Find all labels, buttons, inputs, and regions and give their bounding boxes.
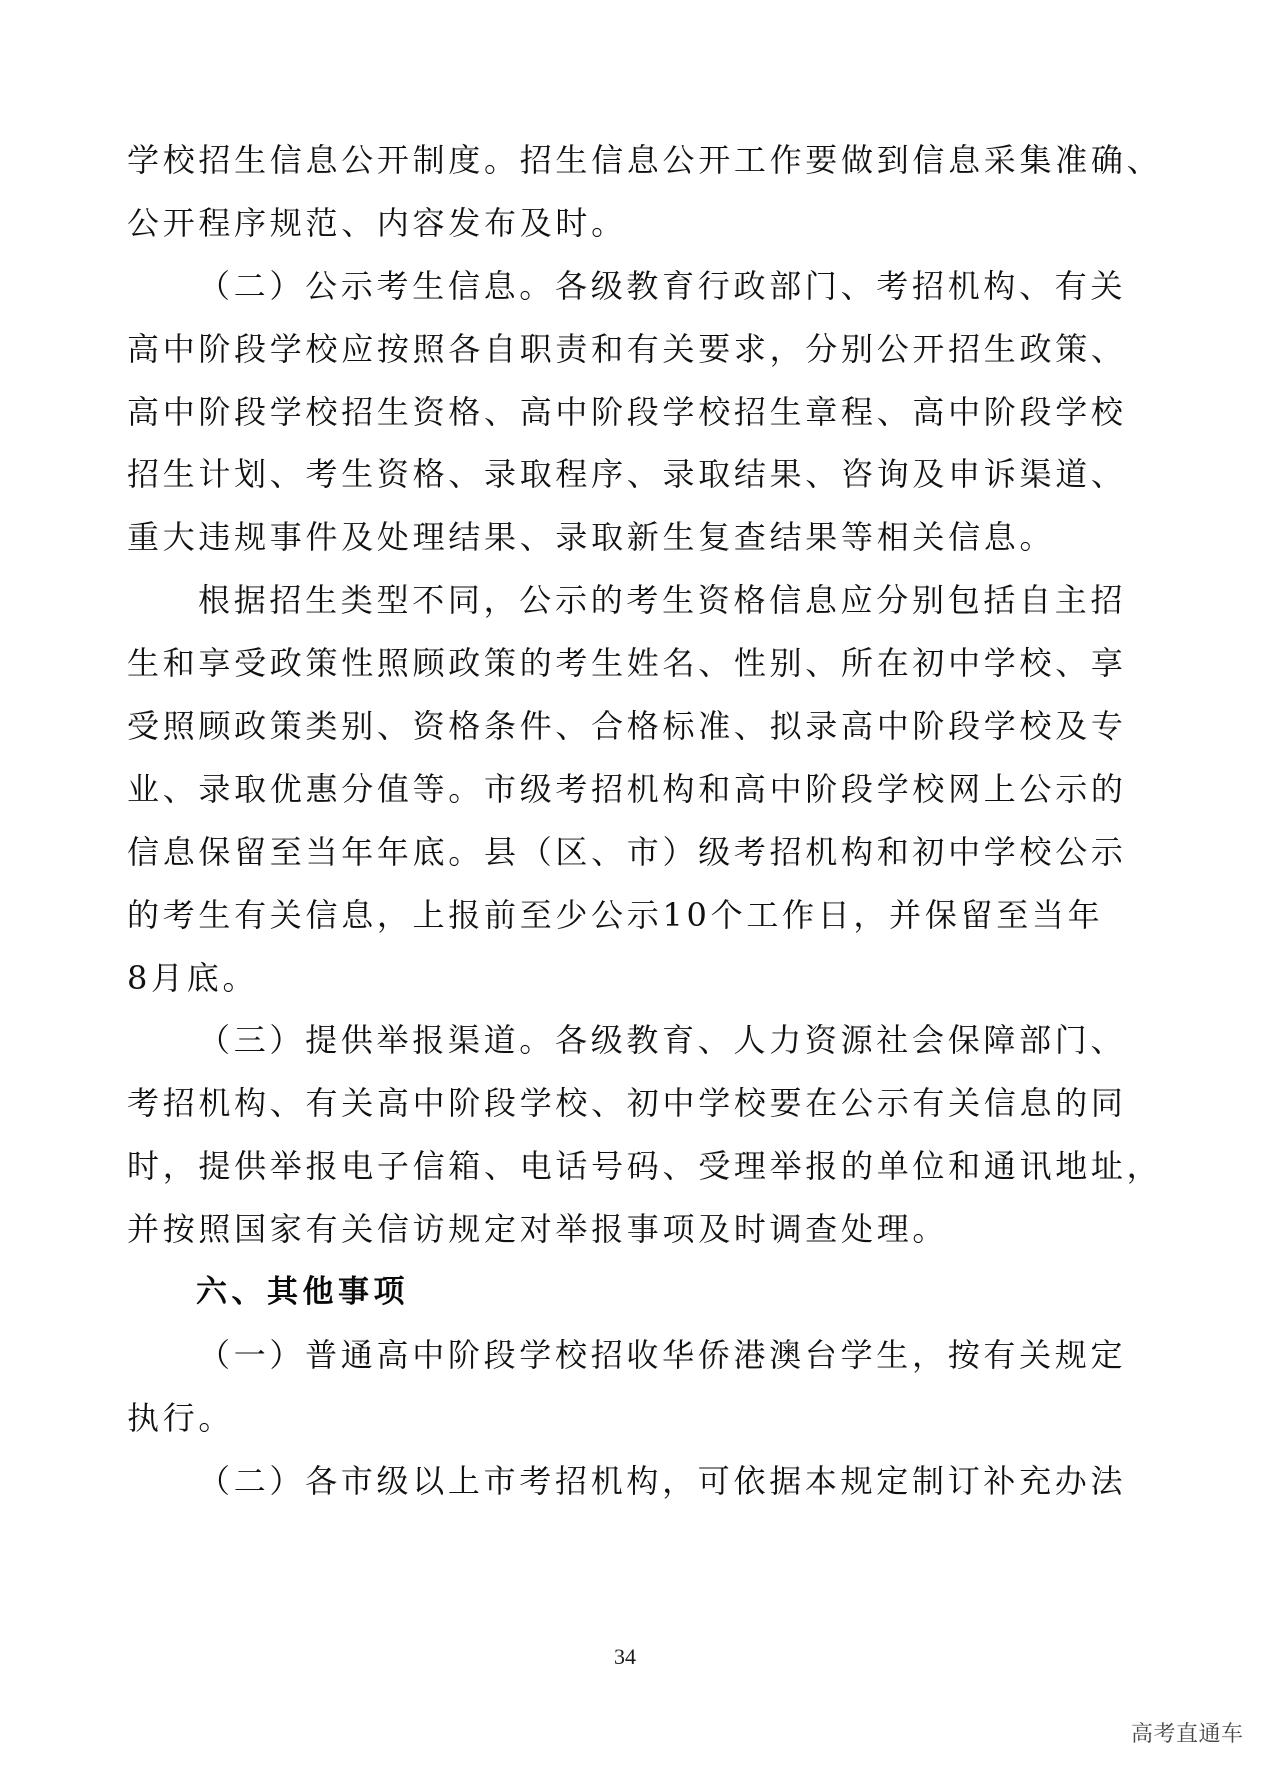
text-line: 并按照国家有关信访规定对举报事项及时调查处理。: [127, 1210, 949, 1249]
text-line: （二）各市级以上市考招机构，可依据本规定制订补充办法: [198, 1461, 1127, 1500]
text-line: 时，提供举报电子信箱、电话号码、受理举报的单位和通讯地址，: [127, 1147, 1163, 1186]
paragraph: [127, 1324, 1227, 1450]
text-line: （二）公示考生信息。各级教育行政部门、考招机构、有关: [198, 266, 1127, 305]
page-number: 34: [614, 1644, 636, 1669]
text-line: 高中阶段学校招生资格、高中阶段学校招生章程、高中阶段学校: [127, 392, 1127, 431]
section-heading: 六、其他事项: [196, 1274, 409, 1311]
paragraph: [127, 569, 1227, 1009]
text-line: 学校招生信息公开制度。招生信息公开工作要做到信息采集准确、: [127, 141, 1163, 179]
watermark-text: 高考直通车: [1131, 1722, 1244, 1747]
text-line: 受照顾政策类别、资格条件、合格标准、拟录高中阶段学校及专: [127, 707, 1127, 746]
text-line: 高中阶段学校应按照各自职责和有关要求，分别公开招生政策、: [127, 329, 1127, 368]
paragraph: [127, 255, 1227, 569]
paragraph: [127, 129, 1227, 255]
text-line: （三）提供举报渠道。各级教育、人力资源社会保障部门、: [198, 1021, 1127, 1060]
text-line: （一）普通高中阶段学校招收华侨港澳台学生，按有关规定: [198, 1335, 1127, 1374]
text-line: 生和享受政策性照顾政策的考生姓名、性别、所在初中学校、享: [127, 644, 1127, 683]
text-line: 考招机构、有关高中阶段学校、初中学校要在公示有关信息的同: [127, 1084, 1127, 1123]
text-line: 的考生有关信息，上报前至少公示10个工作日，并保留至当年: [127, 895, 1104, 934]
text-line: 重大违规事件及处理结果、录取新生复查结果等相关信息。: [127, 518, 1056, 557]
text-line: 招生计划、考生资格、录取程序、录取结果、咨询及申诉渠道、: [127, 455, 1127, 494]
paragraph: [127, 1009, 1227, 1261]
text-line: 根据招生类型不同，公示的考生资格信息应分别包括自主招: [198, 581, 1127, 620]
text-line: 信息保留至当年年底。县（区、市）级考招机构和初中学校公示: [127, 832, 1127, 871]
paragraph: [127, 1450, 1227, 1513]
text-line: 公开程序规范、内容发布及时。: [127, 203, 627, 242]
document-body: [127, 129, 1227, 1513]
text-line: 业、录取优惠分值等。市级考招机构和高中阶段学校网上公示的: [127, 769, 1127, 808]
text-line: 执行。: [127, 1398, 235, 1437]
text-line: 8月底。: [127, 958, 259, 997]
